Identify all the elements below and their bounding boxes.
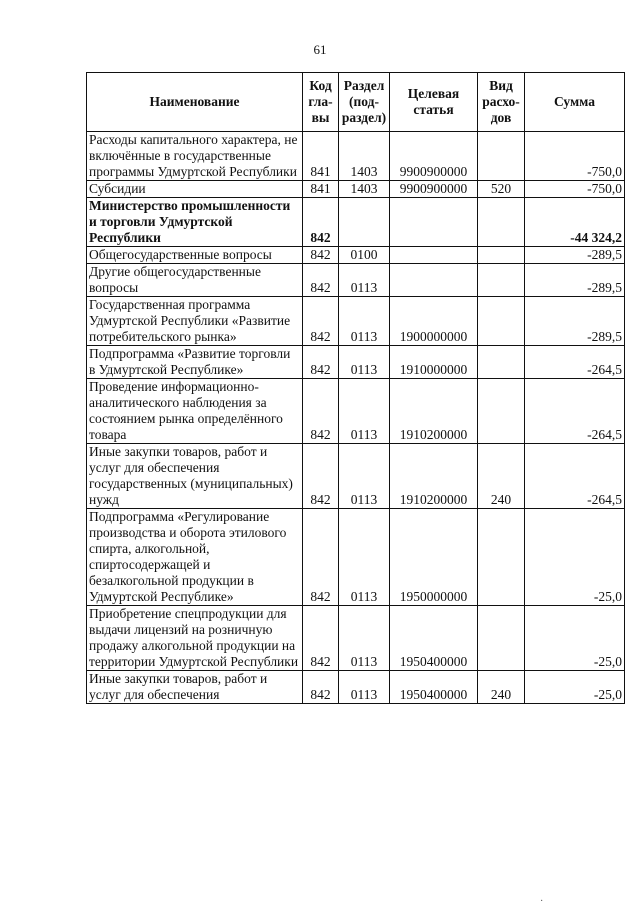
cell-article: 1950000000 [390, 509, 478, 606]
cell-name: Иные закупки товаров, работ и услуг для обеспечения [87, 671, 303, 704]
cell-article: 1910000000 [390, 346, 478, 379]
cell-article [390, 264, 478, 297]
cell-name: Субсидии [87, 181, 303, 198]
cell-article: 1910200000 [390, 444, 478, 509]
cell-name: Другие общегосударственные вопросы [87, 264, 303, 297]
cell-sum: -25,0 [525, 671, 625, 704]
cell-article: 1950400000 [390, 606, 478, 671]
cell-code: 842 [303, 346, 339, 379]
table-row [87, 671, 625, 704]
table-row [87, 444, 625, 509]
cell-kind [478, 509, 525, 606]
table-row [87, 379, 625, 444]
cell-kind [478, 297, 525, 346]
cell-section: 1403 [339, 181, 390, 198]
cell-code: 842 [303, 297, 339, 346]
cell-article: 1950400000 [390, 671, 478, 704]
cell-code: 841 [303, 132, 339, 181]
cell-article: 1900000000 [390, 297, 478, 346]
cell-code: 842 [303, 198, 339, 247]
cell-article [390, 198, 478, 247]
scan-mark: · [540, 896, 544, 907]
cell-code: 842 [303, 509, 339, 606]
table-row [87, 346, 625, 379]
cell-section [339, 198, 390, 247]
cell-section: 0113 [339, 671, 390, 704]
cell-code: 842 [303, 606, 339, 671]
table-row [87, 198, 625, 247]
cell-kind: 240 [478, 671, 525, 704]
cell-sum: -25,0 [525, 509, 625, 606]
cell-kind [478, 247, 525, 264]
table-row [87, 181, 625, 198]
cell-code: 841 [303, 181, 339, 198]
cell-kind [478, 198, 525, 247]
cell-kind: 240 [478, 444, 525, 509]
cell-sum: -264,5 [525, 379, 625, 444]
header-name: Наименование [87, 73, 303, 132]
cell-name: Общегосударственные вопросы [87, 247, 303, 264]
page-number: 61 [313, 42, 327, 57]
cell-article: 9900900000 [390, 181, 478, 198]
cell-sum: -264,5 [525, 444, 625, 509]
cell-section: 0113 [339, 297, 390, 346]
cell-code: 842 [303, 247, 339, 264]
cell-sum: -25,0 [525, 606, 625, 671]
cell-name: Проведение информационно-аналитического наблюдения за состоянием рынка определённого товара [87, 379, 303, 444]
cell-section: 0113 [339, 379, 390, 444]
cell-sum: -289,5 [525, 297, 625, 346]
header-article: Целевая статья [390, 73, 478, 132]
cell-code: 842 [303, 444, 339, 509]
cell-kind [478, 132, 525, 181]
cell-section: 0113 [339, 264, 390, 297]
cell-name: Министерство промышленности и торговли Удмуртской Республики [87, 198, 303, 247]
table-body [87, 132, 625, 704]
cell-name: Расходы капитального характера, не включённые в государственные программы Удмуртской Республики [87, 132, 303, 181]
header-code: Код гла-вы [303, 73, 339, 132]
cell-article: 9900900000 [390, 132, 478, 181]
cell-section: 0113 [339, 444, 390, 509]
table-row [87, 509, 625, 606]
cell-name: Подпрограмма «Развитие торговли в Удмуртской Республике» [87, 346, 303, 379]
cell-kind [478, 379, 525, 444]
cell-code: 842 [303, 264, 339, 297]
cell-sum: -289,5 [525, 247, 625, 264]
cell-article [390, 247, 478, 264]
cell-section: 0100 [339, 247, 390, 264]
cell-code: 842 [303, 671, 339, 704]
cell-code: 842 [303, 379, 339, 444]
cell-sum: -264,5 [525, 346, 625, 379]
header-section: Раздел (под-раздел) [339, 73, 390, 132]
budget-table [86, 72, 625, 704]
table-row [87, 247, 625, 264]
cell-name: Приобретение спецпродукции для выдачи лицензий на розничную продажу алкогольной продукции на территории Удмуртской Республики [87, 606, 303, 671]
cell-kind [478, 346, 525, 379]
cell-kind [478, 264, 525, 297]
cell-kind: 520 [478, 181, 525, 198]
cell-name: Государственная программа Удмуртской Республики «Развитие потребительского рынка» [87, 297, 303, 346]
cell-section: 0113 [339, 509, 390, 606]
table-row [87, 264, 625, 297]
cell-sum: -44 324,2 [525, 198, 625, 247]
table-row [87, 297, 625, 346]
cell-name: Иные закупки товаров, работ и услуг для обеспечения государственных (муниципальных) нужд [87, 444, 303, 509]
cell-sum: -750,0 [525, 132, 625, 181]
cell-name: Подпрограмма «Регулирование производства и оборота этилового спирта, алкогольной, спиртосодержащей и безалкогольной продукции в Удмуртской Республике» [87, 509, 303, 606]
cell-kind [478, 606, 525, 671]
cell-section: 1403 [339, 132, 390, 181]
header-sum: Сумма [525, 73, 625, 132]
header-kind: Вид расхо-дов [478, 73, 525, 132]
cell-section: 0113 [339, 606, 390, 671]
cell-sum: -289,5 [525, 264, 625, 297]
cell-section: 0113 [339, 346, 390, 379]
cell-article: 1910200000 [390, 379, 478, 444]
table-header-row [87, 73, 625, 132]
cell-sum: -750,0 [525, 181, 625, 198]
table-row [87, 132, 625, 181]
table-row [87, 606, 625, 671]
